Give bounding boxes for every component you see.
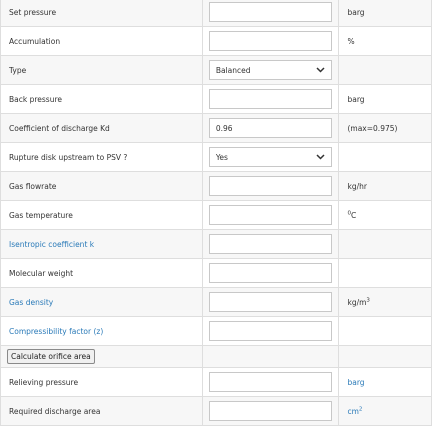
compressibility-factor-label: Compressibility factor (z) <box>1 317 203 346</box>
chevron-down-icon <box>316 154 325 160</box>
gas-density-input[interactable] <box>209 292 332 312</box>
rupture-disk-select[interactable] <box>209 147 332 167</box>
molecular-weight-unit-empty <box>339 259 432 288</box>
molecular-weight-input[interactable] <box>209 263 332 283</box>
row-relieving-pressure <box>1 368 432 397</box>
compressibility-factor-unit-empty <box>339 317 432 346</box>
gas-density-unit-base: kg/m <box>347 297 367 307</box>
back-pressure-unit: barg <box>339 85 432 114</box>
back-pressure-input[interactable] <box>209 89 332 109</box>
calculate-empty-1 <box>202 346 339 368</box>
rupture-disk-unit-empty <box>339 143 432 172</box>
row-isentropic-coefficient <box>1 230 432 259</box>
relieving-pressure-unit: barg <box>339 368 432 397</box>
relieving-pressure-output[interactable] <box>209 372 332 392</box>
degree-superscript: 0 <box>347 210 351 216</box>
row-discharge-coefficient <box>1 114 432 143</box>
accumulation-input[interactable] <box>209 31 332 51</box>
relieving-pressure-label: Relieving pressure <box>1 368 203 397</box>
gas-temperature-unit <box>339 201 432 230</box>
row-gas-temperature <box>1 201 432 230</box>
set-pressure-input[interactable] <box>209 2 332 22</box>
required-discharge-area-output[interactable] <box>209 401 332 421</box>
row-calculate <box>1 346 432 368</box>
row-gas-flowrate <box>1 172 432 201</box>
isentropic-coefficient-input[interactable] <box>209 234 332 254</box>
type-select[interactable] <box>209 60 332 80</box>
required-discharge-area-unit <box>339 397 432 426</box>
discharge-coefficient-label: Coefficient of discharge Kd <box>1 114 203 143</box>
row-type <box>1 56 432 85</box>
compressibility-factor-input[interactable] <box>209 321 332 341</box>
calculate-empty-2 <box>339 346 432 368</box>
rupture-disk-selected-value: Yes <box>215 152 228 162</box>
row-back-pressure <box>1 85 432 114</box>
row-set-pressure <box>1 0 432 27</box>
rupture-disk-label: Rupture disk upstream to PSV ? <box>1 143 203 172</box>
cubed-superscript: 3 <box>366 297 370 303</box>
gas-flowrate-input[interactable] <box>209 176 332 196</box>
gas-density-label: Gas density <box>1 288 203 317</box>
row-molecular-weight <box>1 259 432 288</box>
row-accumulation <box>1 27 432 56</box>
gas-flowrate-unit: kg/hr <box>339 172 432 201</box>
area-unit-base: cm <box>347 406 359 416</box>
gas-flowrate-label: Gas flowrate <box>1 172 203 201</box>
gas-temperature-label: Gas temperature <box>1 201 203 230</box>
isentropic-coefficient-label: Isentropic coefficient k <box>1 230 203 259</box>
gas-temperature-input[interactable] <box>209 205 332 225</box>
required-discharge-area-label: Required discharge area <box>1 397 203 426</box>
calculate-orifice-area-button[interactable]: Calculate orifice area <box>7 349 95 364</box>
set-pressure-label: Set pressure <box>1 0 203 27</box>
squared-superscript: 2 <box>358 406 363 412</box>
accumulation-label: Accumulation <box>1 27 203 56</box>
calculate-cell <box>1 346 203 368</box>
molecular-weight-label: Molecular weight <box>1 259 203 288</box>
gas-density-unit <box>339 288 432 317</box>
type-selected-value: Balanced <box>215 65 251 75</box>
row-gas-density <box>1 288 432 317</box>
set-pressure-unit: barg <box>339 0 432 27</box>
isentropic-coefficient-unit-empty <box>339 230 432 259</box>
discharge-coefficient-input[interactable] <box>209 118 332 138</box>
type-unit-empty <box>339 56 432 85</box>
gas-temperature-unit-base: C <box>350 210 357 220</box>
back-pressure-label: Back pressure <box>1 85 203 114</box>
row-compressibility-factor <box>1 317 432 346</box>
accumulation-unit: % <box>339 27 432 56</box>
discharge-coefficient-unit: (max=0.975) <box>339 114 432 143</box>
type-label: Type <box>1 56 203 85</box>
chevron-down-icon <box>316 67 325 73</box>
row-rupture-disk <box>1 143 432 172</box>
row-required-discharge-area <box>1 397 432 426</box>
